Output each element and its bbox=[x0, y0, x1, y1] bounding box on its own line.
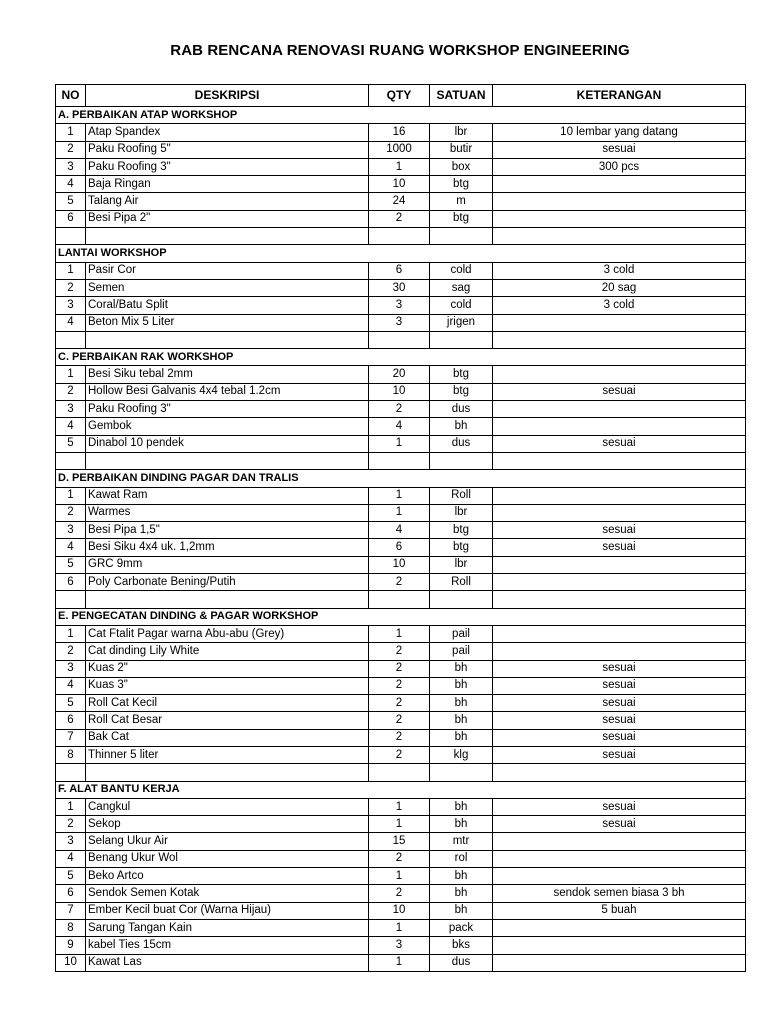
item-unit: sag bbox=[430, 279, 493, 296]
blank-cell bbox=[86, 452, 369, 469]
item-unit: btg bbox=[430, 176, 493, 193]
item-qty: 10 bbox=[369, 902, 430, 919]
table-row bbox=[56, 937, 746, 954]
item-description: Besi Pipa 1,5" bbox=[86, 522, 369, 539]
row-number: 6 bbox=[56, 885, 86, 902]
item-description: Paku Roofing 3" bbox=[86, 401, 369, 418]
item-description: Sendok Semen Kotak bbox=[86, 885, 369, 902]
item-qty: 3 bbox=[369, 314, 430, 331]
table-row bbox=[56, 401, 746, 418]
item-qty: 3 bbox=[369, 937, 430, 954]
item-qty: 3 bbox=[369, 297, 430, 314]
row-number: 3 bbox=[56, 522, 86, 539]
item-note: sesuai bbox=[493, 660, 746, 677]
table-row bbox=[56, 885, 746, 902]
item-qty: 24 bbox=[369, 193, 430, 210]
item-description: Paku Roofing 3" bbox=[86, 158, 369, 175]
item-qty: 2 bbox=[369, 401, 430, 418]
item-unit: butir bbox=[430, 141, 493, 158]
table-row bbox=[56, 643, 746, 660]
table-row bbox=[56, 279, 746, 296]
header-deskripsi: DESKRIPSI bbox=[86, 85, 369, 107]
blank-cell bbox=[493, 764, 746, 781]
table-row bbox=[56, 522, 746, 539]
item-unit: lbr bbox=[430, 124, 493, 141]
row-number: 5 bbox=[56, 556, 86, 573]
item-description: Cat Ftalit Pagar warna Abu-abu (Grey) bbox=[86, 625, 369, 642]
item-note bbox=[493, 643, 746, 660]
row-number: 5 bbox=[56, 868, 86, 885]
section-title: C. PERBAIKAN RAK WORKSHOP bbox=[56, 349, 746, 366]
table-row bbox=[56, 746, 746, 763]
item-qty: 2 bbox=[369, 712, 430, 729]
blank-cell bbox=[56, 452, 86, 469]
row-number: 2 bbox=[56, 279, 86, 296]
item-description: Kawat Ram bbox=[86, 487, 369, 504]
blank-cell bbox=[56, 764, 86, 781]
item-note: sesuai bbox=[493, 677, 746, 694]
item-qty: 2 bbox=[369, 885, 430, 902]
blank-cell bbox=[369, 452, 430, 469]
item-unit: dus bbox=[430, 401, 493, 418]
row-number: 3 bbox=[56, 297, 86, 314]
section-header-row bbox=[56, 781, 746, 798]
table-row bbox=[56, 695, 746, 712]
table-row bbox=[56, 539, 746, 556]
row-number: 4 bbox=[56, 677, 86, 694]
table-row bbox=[56, 677, 746, 694]
item-description: Atap Spandex bbox=[86, 124, 369, 141]
item-unit: cold bbox=[430, 262, 493, 279]
table-row bbox=[56, 625, 746, 642]
row-number: 2 bbox=[56, 383, 86, 400]
blank-row bbox=[56, 764, 746, 781]
item-qty: 2 bbox=[369, 210, 430, 227]
blank-cell bbox=[86, 764, 369, 781]
row-number: 3 bbox=[56, 158, 86, 175]
item-description: Cat dinding Lily White bbox=[86, 643, 369, 660]
table-row bbox=[56, 556, 746, 573]
blank-row bbox=[56, 228, 746, 245]
item-note: 5 buah bbox=[493, 902, 746, 919]
item-unit: bh bbox=[430, 729, 493, 746]
item-note: sesuai bbox=[493, 712, 746, 729]
section-title: E. PENGECATAN DINDING & PAGAR WORKSHOP bbox=[56, 608, 746, 625]
item-note: sesuai bbox=[493, 435, 746, 452]
item-qty: 1 bbox=[369, 158, 430, 175]
item-description: Hollow Besi Galvanis 4x4 tebal 1.2cm bbox=[86, 383, 369, 400]
table-row bbox=[56, 919, 746, 936]
item-note: sesuai bbox=[493, 539, 746, 556]
table-body bbox=[56, 107, 746, 972]
blank-cell bbox=[369, 331, 430, 348]
item-unit: Roll bbox=[430, 487, 493, 504]
row-number: 2 bbox=[56, 141, 86, 158]
table-header bbox=[56, 85, 746, 107]
table-row bbox=[56, 366, 746, 383]
item-description: Poly Carbonate Bening/Putih bbox=[86, 574, 369, 591]
header-keterangan: KETERANGAN bbox=[493, 85, 746, 107]
item-note: 10 lembar yang datang bbox=[493, 124, 746, 141]
item-description: Sarung Tangan Kain bbox=[86, 919, 369, 936]
row-number: 6 bbox=[56, 712, 86, 729]
item-unit: bh bbox=[430, 902, 493, 919]
item-description: Baja Ringan bbox=[86, 176, 369, 193]
item-description: Talang Air bbox=[86, 193, 369, 210]
item-description: Benang Ukur Wol bbox=[86, 850, 369, 867]
header-satuan: SATUAN bbox=[430, 85, 493, 107]
blank-cell bbox=[86, 228, 369, 245]
item-unit: lbr bbox=[430, 556, 493, 573]
row-number: 2 bbox=[56, 816, 86, 833]
item-note bbox=[493, 625, 746, 642]
item-qty: 10 bbox=[369, 176, 430, 193]
table-row bbox=[56, 712, 746, 729]
section-header-row bbox=[56, 349, 746, 366]
item-qty: 2 bbox=[369, 660, 430, 677]
section-title: A. PERBAIKAN ATAP WORKSHOP bbox=[56, 107, 746, 124]
item-unit: Roll bbox=[430, 574, 493, 591]
table-row bbox=[56, 141, 746, 158]
blank-cell bbox=[430, 452, 493, 469]
item-qty: 20 bbox=[369, 366, 430, 383]
item-description: Pasir Cor bbox=[86, 262, 369, 279]
item-note bbox=[493, 314, 746, 331]
item-note bbox=[493, 487, 746, 504]
item-description: Roll Cat Besar bbox=[86, 712, 369, 729]
item-unit: btg bbox=[430, 539, 493, 556]
blank-cell bbox=[86, 331, 369, 348]
item-note: sesuai bbox=[493, 141, 746, 158]
row-number: 6 bbox=[56, 210, 86, 227]
row-number: 1 bbox=[56, 124, 86, 141]
item-note: sesuai bbox=[493, 522, 746, 539]
document-title: RAB RENCANA RENOVASI RUANG WORKSHOP ENGINEERING bbox=[170, 42, 630, 59]
item-description: Kawat Las bbox=[86, 954, 369, 971]
row-number: 8 bbox=[56, 746, 86, 763]
item-description: Roll Cat Kecil bbox=[86, 695, 369, 712]
table-row bbox=[56, 954, 746, 971]
item-qty: 1 bbox=[369, 816, 430, 833]
item-qty: 10 bbox=[369, 556, 430, 573]
blank-cell bbox=[493, 228, 746, 245]
item-qty: 1 bbox=[369, 919, 430, 936]
item-qty: 2 bbox=[369, 574, 430, 591]
item-unit: dus bbox=[430, 435, 493, 452]
item-note bbox=[493, 504, 746, 521]
item-unit: bh bbox=[430, 816, 493, 833]
blank-row bbox=[56, 331, 746, 348]
row-number: 1 bbox=[56, 625, 86, 642]
item-unit: bh bbox=[430, 418, 493, 435]
row-number: 3 bbox=[56, 833, 86, 850]
blank-cell bbox=[493, 452, 746, 469]
item-qty: 2 bbox=[369, 677, 430, 694]
item-unit: btg bbox=[430, 366, 493, 383]
item-description: kabel Ties 15cm bbox=[86, 937, 369, 954]
table-row bbox=[56, 816, 746, 833]
blank-cell bbox=[86, 591, 369, 608]
row-number: 6 bbox=[56, 574, 86, 591]
item-note bbox=[493, 401, 746, 418]
table-row bbox=[56, 210, 746, 227]
table-row bbox=[56, 193, 746, 210]
section-header-row bbox=[56, 470, 746, 487]
item-description: Coral/Batu Split bbox=[86, 297, 369, 314]
item-description: Paku Roofing 5" bbox=[86, 141, 369, 158]
item-unit: pail bbox=[430, 625, 493, 642]
header-no: NO bbox=[56, 85, 86, 107]
section-title: D. PERBAIKAN DINDING PAGAR DAN TRALIS bbox=[56, 470, 746, 487]
item-note bbox=[493, 833, 746, 850]
section-header-row bbox=[56, 107, 746, 124]
row-number: 8 bbox=[56, 919, 86, 936]
row-number: 3 bbox=[56, 401, 86, 418]
item-description: Selang Ukur Air bbox=[86, 833, 369, 850]
blank-cell bbox=[430, 764, 493, 781]
item-qty: 1 bbox=[369, 435, 430, 452]
item-note: sendok semen biasa 3 bh bbox=[493, 885, 746, 902]
table-row bbox=[56, 729, 746, 746]
item-note: sesuai bbox=[493, 816, 746, 833]
item-note bbox=[493, 418, 746, 435]
item-qty: 6 bbox=[369, 262, 430, 279]
table-row bbox=[56, 833, 746, 850]
blank-cell bbox=[56, 591, 86, 608]
row-number: 2 bbox=[56, 643, 86, 660]
section-header-row bbox=[56, 608, 746, 625]
blank-cell bbox=[369, 228, 430, 245]
table-row bbox=[56, 868, 746, 885]
row-number: 10 bbox=[56, 954, 86, 971]
item-note: sesuai bbox=[493, 695, 746, 712]
row-number: 5 bbox=[56, 193, 86, 210]
item-qty: 1 bbox=[369, 798, 430, 815]
item-unit: bh bbox=[430, 712, 493, 729]
table-row bbox=[56, 487, 746, 504]
item-unit: box bbox=[430, 158, 493, 175]
item-note bbox=[493, 937, 746, 954]
item-note bbox=[493, 210, 746, 227]
item-description: Dinabol 10 pendek bbox=[86, 435, 369, 452]
table-row bbox=[56, 660, 746, 677]
blank-cell bbox=[430, 591, 493, 608]
item-note: 300 pcs bbox=[493, 158, 746, 175]
item-unit: dus bbox=[430, 954, 493, 971]
table-row bbox=[56, 435, 746, 452]
table-row bbox=[56, 158, 746, 175]
item-note bbox=[493, 868, 746, 885]
item-description: Ember Kecil buat Cor (Warna Hijau) bbox=[86, 902, 369, 919]
item-description: Thinner 5 liter bbox=[86, 746, 369, 763]
item-unit: cold bbox=[430, 297, 493, 314]
item-description: Kuas 3" bbox=[86, 677, 369, 694]
row-number: 1 bbox=[56, 366, 86, 383]
item-note: sesuai bbox=[493, 798, 746, 815]
item-unit: bh bbox=[430, 660, 493, 677]
blank-cell bbox=[493, 591, 746, 608]
row-number: 9 bbox=[56, 937, 86, 954]
item-description: Cangkul bbox=[86, 798, 369, 815]
item-unit: mtr bbox=[430, 833, 493, 850]
item-unit: rol bbox=[430, 850, 493, 867]
item-unit: klg bbox=[430, 746, 493, 763]
item-note: 3 cold bbox=[493, 262, 746, 279]
row-number: 1 bbox=[56, 798, 86, 815]
item-unit: bh bbox=[430, 885, 493, 902]
item-qty: 4 bbox=[369, 522, 430, 539]
item-description: Besi Pipa 2" bbox=[86, 210, 369, 227]
item-unit: pail bbox=[430, 643, 493, 660]
blank-cell bbox=[56, 228, 86, 245]
item-qty: 2 bbox=[369, 643, 430, 660]
section-title: LANTAI WORKSHOP bbox=[56, 245, 746, 262]
blank-row bbox=[56, 452, 746, 469]
table-row bbox=[56, 383, 746, 400]
table-row bbox=[56, 124, 746, 141]
item-unit: bks bbox=[430, 937, 493, 954]
item-qty: 30 bbox=[369, 279, 430, 296]
item-unit: jrigen bbox=[430, 314, 493, 331]
item-note: sesuai bbox=[493, 383, 746, 400]
item-note: sesuai bbox=[493, 729, 746, 746]
table-row bbox=[56, 504, 746, 521]
item-qty: 15 bbox=[369, 833, 430, 850]
table-row bbox=[56, 418, 746, 435]
table-row bbox=[56, 902, 746, 919]
table-row bbox=[56, 314, 746, 331]
blank-cell bbox=[369, 591, 430, 608]
item-qty: 4 bbox=[369, 418, 430, 435]
item-description: Sekop bbox=[86, 816, 369, 833]
row-number: 4 bbox=[56, 176, 86, 193]
table-row bbox=[56, 297, 746, 314]
item-description: Bak Cat bbox=[86, 729, 369, 746]
item-unit: btg bbox=[430, 383, 493, 400]
item-description: Beton Mix 5 Liter bbox=[86, 314, 369, 331]
item-qty: 1 bbox=[369, 868, 430, 885]
header-qty: QTY bbox=[369, 85, 430, 107]
item-note: 3 cold bbox=[493, 297, 746, 314]
item-description: Beko Artco bbox=[86, 868, 369, 885]
item-unit: btg bbox=[430, 210, 493, 227]
section-header-row bbox=[56, 245, 746, 262]
row-number: 4 bbox=[56, 850, 86, 867]
item-qty: 2 bbox=[369, 746, 430, 763]
blank-cell bbox=[56, 331, 86, 348]
item-qty: 2 bbox=[369, 850, 430, 867]
item-qty: 1 bbox=[369, 625, 430, 642]
blank-cell bbox=[430, 228, 493, 245]
table-row bbox=[56, 574, 746, 591]
item-qty: 2 bbox=[369, 729, 430, 746]
item-unit: btg bbox=[430, 522, 493, 539]
item-note bbox=[493, 919, 746, 936]
item-qty: 16 bbox=[369, 124, 430, 141]
row-number: 5 bbox=[56, 695, 86, 712]
row-number: 7 bbox=[56, 902, 86, 919]
row-number: 5 bbox=[56, 435, 86, 452]
item-description: GRC 9mm bbox=[86, 556, 369, 573]
row-number: 7 bbox=[56, 729, 86, 746]
item-unit: lbr bbox=[430, 504, 493, 521]
item-note bbox=[493, 954, 746, 971]
table-row bbox=[56, 262, 746, 279]
item-unit: bh bbox=[430, 798, 493, 815]
table-row bbox=[56, 850, 746, 867]
item-description: Besi Siku 4x4 uk. 1,2mm bbox=[86, 539, 369, 556]
item-note bbox=[493, 176, 746, 193]
item-unit: m bbox=[430, 193, 493, 210]
item-qty: 6 bbox=[369, 539, 430, 556]
section-title: F. ALAT BANTU KERJA bbox=[56, 781, 746, 798]
item-qty: 1000 bbox=[369, 141, 430, 158]
item-description: Besi Siku tebal 2mm bbox=[86, 366, 369, 383]
item-qty: 1 bbox=[369, 954, 430, 971]
item-note bbox=[493, 193, 746, 210]
item-note bbox=[493, 850, 746, 867]
rab-table bbox=[55, 84, 746, 972]
row-number: 1 bbox=[56, 262, 86, 279]
item-description: Kuas 2" bbox=[86, 660, 369, 677]
item-unit: bh bbox=[430, 677, 493, 694]
item-unit: bh bbox=[430, 695, 493, 712]
row-number: 1 bbox=[56, 487, 86, 504]
row-number: 4 bbox=[56, 314, 86, 331]
blank-cell bbox=[430, 331, 493, 348]
item-note: sesuai bbox=[493, 746, 746, 763]
item-unit: pack bbox=[430, 919, 493, 936]
item-unit: bh bbox=[430, 868, 493, 885]
blank-cell bbox=[493, 331, 746, 348]
item-qty: 10 bbox=[369, 383, 430, 400]
item-note bbox=[493, 556, 746, 573]
blank-cell bbox=[369, 764, 430, 781]
item-note: 20 sag bbox=[493, 279, 746, 296]
row-number: 4 bbox=[56, 539, 86, 556]
item-note bbox=[493, 574, 746, 591]
row-number: 3 bbox=[56, 660, 86, 677]
item-note bbox=[493, 366, 746, 383]
table-row bbox=[56, 176, 746, 193]
item-description: Warmes bbox=[86, 504, 369, 521]
item-qty: 1 bbox=[369, 504, 430, 521]
item-qty: 1 bbox=[369, 487, 430, 504]
item-description: Semen bbox=[86, 279, 369, 296]
row-number: 2 bbox=[56, 504, 86, 521]
item-qty: 2 bbox=[369, 695, 430, 712]
item-description: Gembok bbox=[86, 418, 369, 435]
blank-row bbox=[56, 591, 746, 608]
table-row bbox=[56, 798, 746, 815]
row-number: 4 bbox=[56, 418, 86, 435]
